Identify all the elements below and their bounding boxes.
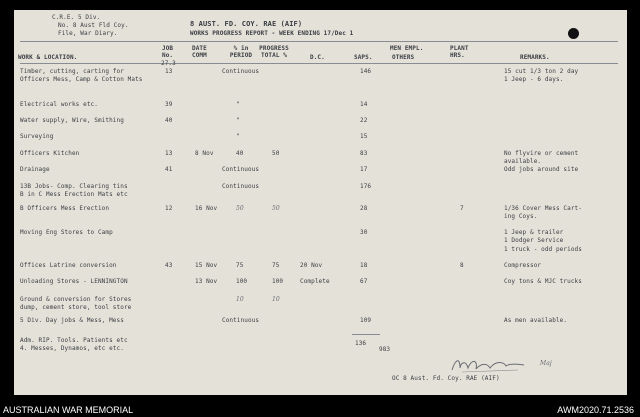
row-job: 40: [165, 117, 173, 124]
row-saps: 30: [360, 229, 368, 236]
row-job: 39: [165, 101, 173, 108]
row-work: 5 Div. Day jobs & Mess, Mess: [20, 317, 124, 324]
document-page: [14, 10, 627, 395]
signature-rank: Maj: [540, 360, 552, 367]
col-men: MEN EMPL.: [390, 45, 424, 52]
row-work: 13B Jobs- Comp. Clearing tins: [20, 183, 128, 190]
row-plant: 8: [460, 262, 464, 269]
row-remarks: 1 truck - odd periods: [504, 246, 582, 253]
row-saps: 146: [360, 68, 372, 75]
row-job-note: 27.3: [161, 60, 176, 67]
row-work: Electrical works etc.: [20, 101, 98, 108]
row-job: 13: [165, 150, 173, 157]
row-remarks-2: 1 Dodger Service: [504, 237, 564, 244]
row-total: 50: [272, 205, 280, 212]
row-total: 50: [272, 150, 280, 157]
row-pct: Continuous: [222, 68, 260, 75]
handwritten-signature: [448, 354, 538, 376]
row-work: Offices Latrine conversion: [20, 262, 117, 269]
row-remarks: No flyvire or cement: [504, 150, 579, 157]
row-saps: 28: [360, 205, 368, 212]
row-pct: ": [236, 133, 240, 140]
row-saps: 18: [360, 262, 368, 269]
footer-credit: AUSTRALIAN WAR MEMORIAL: [3, 405, 134, 415]
row-work: Ground & conversion for Stores: [20, 296, 132, 303]
row-work: Timber, cutting, carting for: [20, 68, 124, 75]
row-saps: 15: [360, 133, 368, 140]
header-rule: [20, 41, 618, 42]
row-total: 100: [272, 278, 284, 285]
column-rule: [20, 63, 618, 64]
row-pct: 75: [236, 262, 244, 269]
row-pct: 40: [236, 150, 244, 157]
row-date: 13 Nov: [195, 278, 218, 285]
col-pct: % in PERIOD: [229, 45, 253, 59]
row-remarks-2: 1 Jeep - 6 days.: [504, 76, 564, 83]
row-saps: 83: [360, 150, 368, 157]
row-remarks: Coy tons & MJC trucks: [504, 278, 582, 285]
row-work-2: 4. Messes, Dynamos, etc etc.: [20, 345, 124, 352]
row-plant: 7: [460, 205, 464, 212]
unit-line-1: C.R.E. 5 Div.: [52, 14, 101, 21]
row-remarks: 1 Jeep & trailer: [504, 229, 564, 236]
report-subtitle: WORKS PROGRESS REPORT - WEEK ENDING 17/Dec 1: [190, 30, 354, 37]
row-work-2: dump, cement store, tool store: [20, 304, 132, 311]
row-pct: Continuous: [222, 183, 260, 190]
col-work: WORK & LOCATION.: [18, 54, 78, 61]
row-work: Moving Eng Stores to Camp: [20, 229, 113, 236]
row-date: 15 Nov: [195, 262, 218, 269]
col-men-saps: SAPS.: [354, 54, 373, 61]
col-progress: PROGRESS TOTAL %: [259, 45, 289, 59]
row-remarks: Odd jobs around site: [504, 166, 579, 173]
col-ndc: D.C.: [310, 54, 325, 61]
row-pct: Continuous: [222, 317, 260, 324]
row-remarks: 1/36 Cover Mess Cart-: [504, 205, 582, 212]
col-date: DATE COMM: [192, 45, 207, 59]
row-remarks: Compressor: [504, 262, 542, 269]
footer-accession: AWM2020.71.2536: [557, 405, 634, 415]
row-pct: 100: [236, 278, 248, 285]
row-work: Surveying: [20, 133, 54, 140]
row-pct: ": [236, 101, 240, 108]
row-pct: 50: [236, 205, 244, 212]
col-men-others: OTHERS: [392, 54, 415, 61]
row-pct: Continuous: [222, 166, 260, 173]
row-job: 41: [165, 166, 173, 173]
row-remarks-2: ing Coys.: [504, 213, 538, 220]
row-date: 8 Nov: [195, 150, 214, 157]
report-title: 8 AUST. FD. COY. RAE (AIF): [190, 20, 303, 28]
row-saps: 176: [360, 183, 372, 190]
row-remarks: As men available.: [504, 317, 568, 324]
row-total: 75: [272, 262, 280, 269]
row-job: 12: [165, 205, 173, 212]
total-men: 983: [379, 346, 391, 353]
row-work-2: Officers Mess, Camp & Cotton Mats: [20, 76, 143, 83]
unit-line-2: No. 8 Aust Fld Coy.: [58, 22, 129, 29]
unit-line-3: File, War Diary.: [58, 30, 118, 37]
row-work: Unloading Stores - LENNINGTON: [20, 278, 128, 285]
row-saps: 22: [360, 117, 368, 124]
col-remarks: REMARKS.: [520, 54, 550, 61]
row-pct: ": [236, 117, 240, 124]
row-job: 43: [165, 262, 173, 269]
row-work: B Officers Mess Erection: [20, 205, 110, 212]
row-work: Officers Kitchen: [20, 150, 80, 157]
totals-rule: [352, 334, 380, 335]
row-saps: 109: [360, 317, 372, 324]
row-work: Adm. RIP. Tools. Patients etc: [20, 337, 128, 344]
row-job: 13: [165, 68, 173, 75]
row-pct: 10: [236, 296, 244, 303]
row-total: 10: [272, 296, 280, 303]
row-remarks-2: available.: [504, 158, 542, 165]
row-saps: 67: [360, 278, 368, 285]
row-completion: 20 Nov: [300, 262, 323, 269]
row-date: 16 Nov: [195, 205, 218, 212]
row-remarks: 15 cut 1/3 ton 2 day: [504, 68, 579, 75]
row-saps: 14: [360, 101, 368, 108]
row-work: Drainage: [20, 166, 50, 173]
total-saps: 136: [355, 340, 367, 347]
row-completion: Complete: [300, 278, 330, 285]
row-saps: 17: [360, 166, 368, 173]
col-plant: PLANT HRS.: [450, 45, 469, 59]
row-work-2: B in C Mess Erection Mats etc: [20, 191, 128, 198]
col-job: JOB No.: [162, 45, 174, 59]
signoff-line: OC 8 Aust. Fd. Coy. RAE (AIF): [392, 375, 500, 382]
punch-hole: [568, 28, 579, 39]
row-work: Water supply, Wire, Smithing: [20, 117, 124, 124]
